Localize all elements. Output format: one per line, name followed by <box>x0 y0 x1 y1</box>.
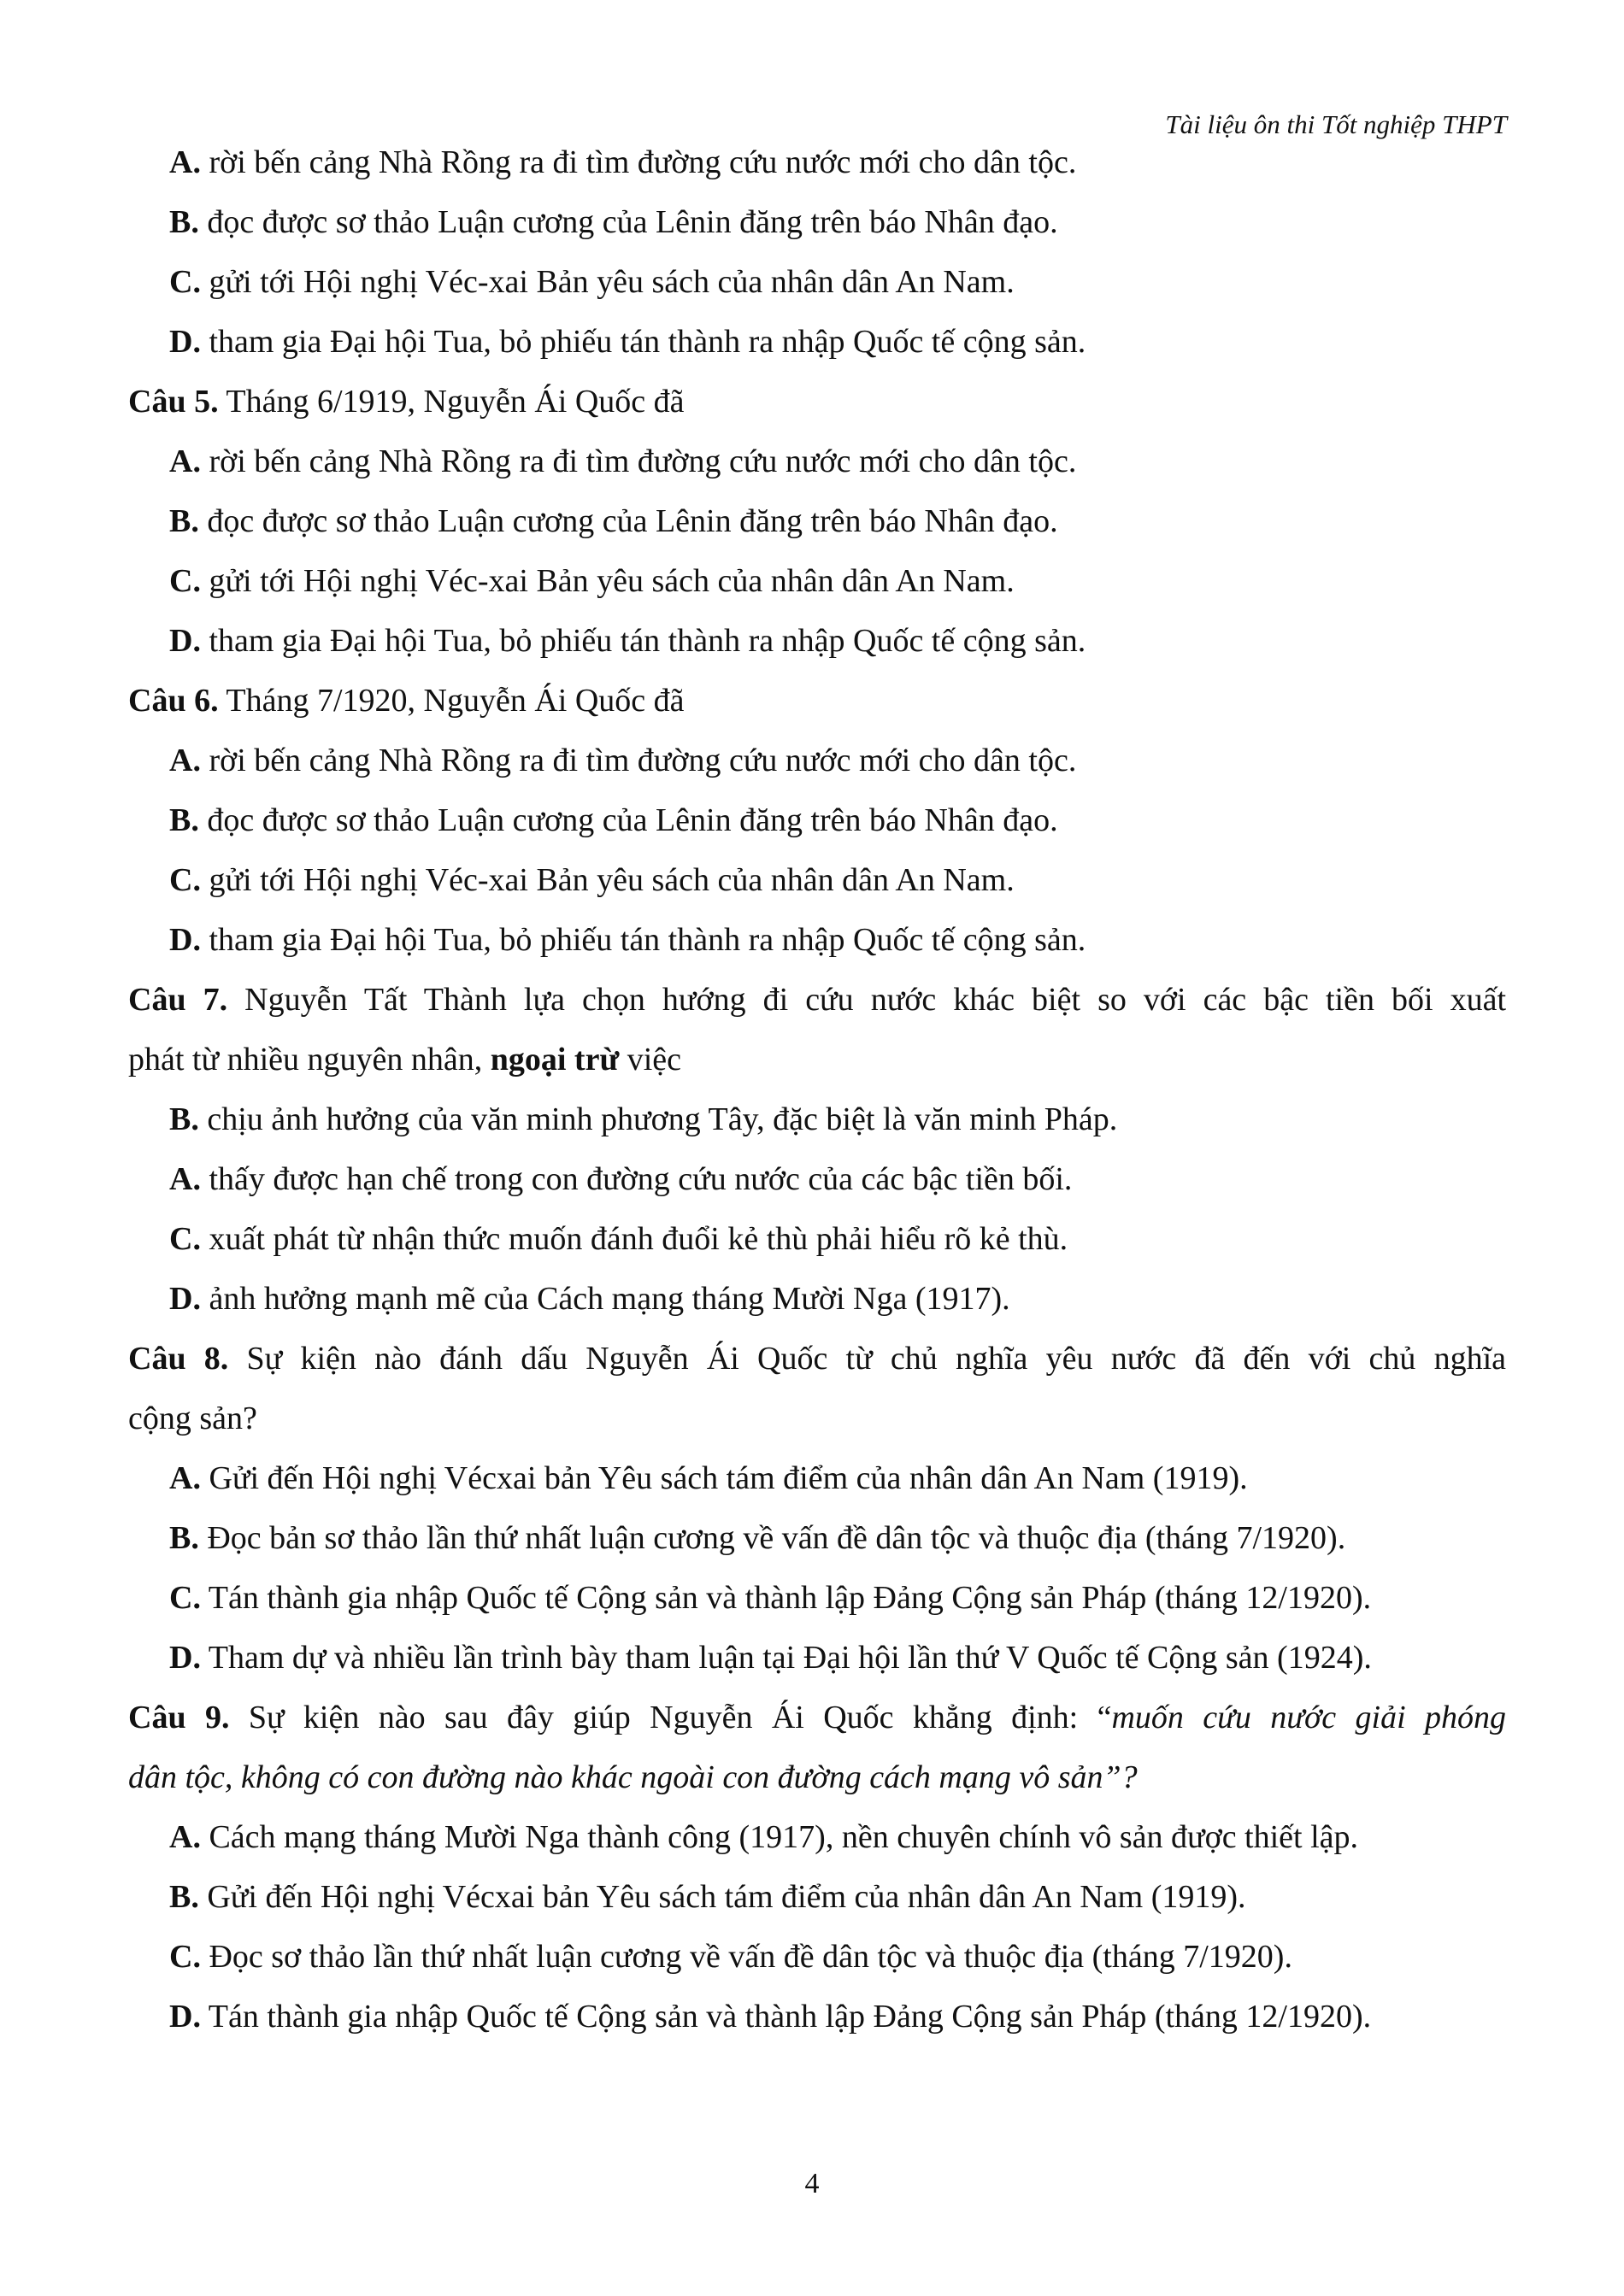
question-stem <box>128 1688 1506 1747</box>
option-label: C. <box>169 1939 201 1975</box>
page-number: 4 <box>804 2168 820 2199</box>
option-label: D. <box>169 623 201 659</box>
answer-option <box>128 192 1506 252</box>
question-text: phát từ nhiều nguyên nhân, <box>128 1042 491 1078</box>
option-text: gửi tới Hội nghị Véc-xai Bản yêu sách của nhân dân An Nam. <box>200 862 1015 898</box>
option-text: tham gia Đại hội Tua, bỏ phiếu tán thành ra nhập Quốc tế cộng sản. <box>200 324 1086 360</box>
question-label: Câu 9. <box>128 1700 230 1735</box>
option-text: tham gia Đại hội Tua, bỏ phiếu tán thành ra nhập Quốc tế cộng sản. <box>200 623 1086 659</box>
option-text: Cách mạng tháng Mười Nga thành công (1917), nền chuyên chính vô sản được thiết lập. <box>200 1819 1359 1855</box>
question-text: Sự kiện nào đánh dấu Nguyễn Ái Quốc từ chủ nghĩa yêu nước đã đến với chủ nghĩa <box>228 1341 1506 1377</box>
option-label: B. <box>169 802 199 838</box>
option-text: Tán thành gia nhập Quốc tế Cộng sản và thành lập Đảng Cộng sản Pháp (tháng 12/1920). <box>200 1999 1372 2035</box>
question-text: cộng sản? <box>128 1401 257 1436</box>
option-text: Tham dự và nhiều lần trình bày tham luận tại Đại hội lần thứ V Quốc tế Cộng sản (1924). <box>200 1640 1372 1676</box>
answer-option <box>128 1269 1506 1329</box>
answer-option <box>128 1867 1506 1927</box>
option-text: Gửi đến Hội nghị Vécxai bản Yêu sách tám điểm của nhân dân An Nam (1919). <box>198 1879 1246 1915</box>
option-label: B. <box>169 1879 199 1915</box>
question-label: Câu 6. <box>128 683 219 719</box>
answer-option <box>128 1508 1506 1568</box>
option-text: rời bến cảng Nhà Rồng ra đi tìm đường cứu nước mới cho dân tộc. <box>200 443 1077 479</box>
question-label: Câu 7. <box>128 982 228 1018</box>
answer-option <box>128 1448 1506 1508</box>
option-label: A. <box>169 1161 201 1197</box>
option-label: A. <box>169 1819 201 1855</box>
answer-option <box>128 1149 1506 1209</box>
answer-option <box>128 1209 1506 1269</box>
option-label: C. <box>169 1221 201 1257</box>
option-label: A. <box>169 144 201 180</box>
option-label: C. <box>169 563 201 599</box>
option-text: rời bến cảng Nhà Rồng ra đi tìm đường cứu nước mới cho dân tộc. <box>200 144 1077 180</box>
option-text: ảnh hưởng mạnh mẽ của Cách mạng tháng Mười Nga (1917). <box>200 1281 1010 1317</box>
answer-option <box>128 312 1506 372</box>
question-stem <box>128 671 1506 731</box>
answer-option <box>128 910 1506 970</box>
option-text: đọc được sơ thảo Luận cương của Lênin đăng trên báo Nhân đạo. <box>198 503 1058 539</box>
option-label: A. <box>169 743 201 778</box>
option-label: B. <box>169 1520 199 1556</box>
option-text: xuất phát từ nhận thức muốn đánh đuổi kẻ thù phải hiểu rõ kẻ thù. <box>200 1221 1068 1257</box>
option-text: Đọc sơ thảo lần thứ nhất luận cương về vấn đề dân tộc và thuộc địa (tháng 7/1920). <box>200 1939 1292 1975</box>
option-text: thấy được hạn chế trong con đường cứu nước của các bậc tiền bối. <box>200 1161 1073 1197</box>
answer-option <box>128 1089 1506 1149</box>
answer-option <box>128 491 1506 551</box>
question-content <box>128 132 1506 2046</box>
option-text: tham gia Đại hội Tua, bỏ phiếu tán thành ra nhập Quốc tế cộng sản. <box>200 922 1086 958</box>
answer-option <box>128 132 1506 192</box>
question-stem <box>128 970 1506 1030</box>
option-text: Đọc bản sơ thảo lần thứ nhất luận cương về vấn đề dân tộc và thuộc địa (tháng 7/1920). <box>198 1520 1346 1556</box>
page-header: Tài liệu ôn thi Tốt nghiệp THPT <box>1165 109 1507 139</box>
option-label: C. <box>169 862 201 898</box>
option-label: D. <box>169 1640 201 1676</box>
question-text: Tháng 6/1919, Nguyễn Ái Quốc đã <box>218 384 685 420</box>
option-text: Tán thành gia nhập Quốc tế Cộng sản và thành lập Đảng Cộng sản Pháp (tháng 12/1920). <box>200 1580 1372 1616</box>
question-stem <box>128 1329 1506 1389</box>
option-label: C. <box>169 264 201 300</box>
question-text: Tháng 7/1920, Nguyễn Ái Quốc đã <box>218 683 685 719</box>
option-label: A. <box>169 1460 201 1496</box>
option-text: đọc được sơ thảo Luận cương của Lênin đăng trên báo Nhân đạo. <box>198 802 1058 838</box>
option-label: D. <box>169 1999 201 2035</box>
answer-option <box>128 1568 1506 1628</box>
question-text: dân tộc, không có con đường nào khác ngoài con đường cách mạng vô sản”? <box>128 1759 1138 1795</box>
option-label: D. <box>169 922 201 958</box>
option-label: B. <box>169 1101 199 1137</box>
option-label: C. <box>169 1580 201 1616</box>
option-text: đọc được sơ thảo Luận cương của Lênin đăng trên báo Nhân đạo. <box>198 204 1058 240</box>
option-text: gửi tới Hội nghị Véc-xai Bản yêu sách của nhân dân An Nam. <box>200 563 1015 599</box>
question-text: việc <box>619 1042 682 1078</box>
option-text: rời bến cảng Nhà Rồng ra đi tìm đường cứu nước mới cho dân tộc. <box>200 743 1077 778</box>
answer-option <box>128 1987 1506 2046</box>
answer-option <box>128 1628 1506 1688</box>
answer-option <box>128 1927 1506 1987</box>
question-label: Câu 5. <box>128 384 219 420</box>
question-stem <box>128 372 1506 432</box>
question-stem-continued <box>128 1389 1506 1448</box>
question-label: Câu 8. <box>128 1341 229 1377</box>
option-text: Gửi đến Hội nghị Vécxai bản Yêu sách tám điểm của nhân dân An Nam (1919). <box>200 1460 1248 1496</box>
question-text: muốn cứu nước giải phóng <box>1111 1700 1506 1735</box>
question-text: Nguyễn Tất Thành lựa chọn hướng đi cứu nước khác biệt so với các bậc tiền bối xuất <box>227 982 1506 1018</box>
option-text: gửi tới Hội nghị Véc-xai Bản yêu sách của nhân dân An Nam. <box>200 264 1015 300</box>
answer-option <box>128 551 1506 611</box>
answer-option <box>128 432 1506 491</box>
option-text: chịu ảnh hưởng của văn minh phương Tây, đặc biệt là văn minh Pháp. <box>198 1101 1118 1137</box>
question-text: Sự kiện nào sau đây giúp Nguyễn Ái Quốc khẳng định: “ <box>229 1700 1112 1735</box>
option-label: A. <box>169 443 201 479</box>
answer-option <box>128 850 1506 910</box>
answer-option <box>128 611 1506 671</box>
option-label: D. <box>169 324 201 360</box>
option-label: B. <box>169 204 199 240</box>
answer-option <box>128 252 1506 312</box>
question-stem-continued <box>128 1747 1506 1807</box>
option-label: D. <box>169 1281 201 1317</box>
option-label: B. <box>169 503 199 539</box>
emphasis-text: ngoại trừ <box>490 1042 620 1078</box>
question-stem-continued <box>128 1030 1506 1089</box>
answer-option <box>128 790 1506 850</box>
answer-option <box>128 731 1506 790</box>
answer-option <box>128 1807 1506 1867</box>
